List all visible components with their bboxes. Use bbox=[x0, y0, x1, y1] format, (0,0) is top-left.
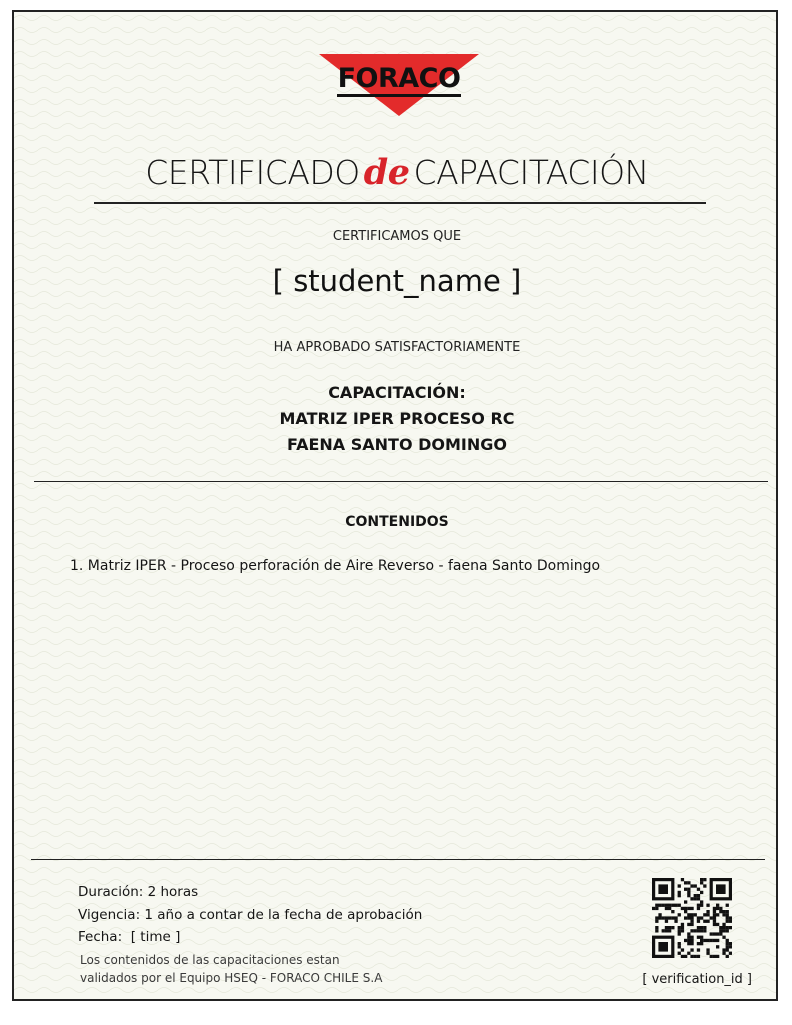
title-left: CERTIFICADO bbox=[145, 153, 360, 192]
course-label: CAPACITACIÓN: bbox=[328, 383, 466, 402]
course-details bbox=[78, 881, 422, 949]
divider bbox=[34, 481, 768, 482]
logo-text: FORACO bbox=[337, 63, 461, 94]
course-site: FAENA SANTO DOMINGO bbox=[286, 435, 507, 454]
student-name: [ student_name ] bbox=[272, 264, 522, 298]
foraco-logo bbox=[319, 54, 479, 116]
date-row bbox=[78, 926, 422, 949]
date-value: [ time ] bbox=[130, 929, 181, 945]
certificate-page bbox=[12, 10, 778, 1001]
date-label: Fecha: bbox=[78, 929, 123, 945]
validation-note bbox=[80, 951, 440, 987]
note-line-2: validados por el Equipo HSEQ - FORACO CHILE S.A bbox=[80, 971, 383, 985]
validity-text: Vigencia: 1 año a contar de la fecha de aprobación bbox=[78, 906, 423, 923]
course-block bbox=[14, 380, 778, 458]
approved-text: HA APROBADO SATISFACTORIAMENTE bbox=[273, 340, 521, 355]
course-name: MATRIZ IPER PROCESO RC bbox=[279, 409, 515, 428]
certify-lead: CERTIFICAMOS QUE bbox=[332, 229, 462, 244]
certificate-title bbox=[14, 152, 778, 193]
contents-item: 1. Matriz IPER - Proceso perforación de Aire Reverso - faena Santo Domingo bbox=[70, 558, 601, 574]
title-underline bbox=[94, 202, 706, 204]
contents-heading: CONTENIDOS bbox=[345, 514, 449, 530]
title-de: de bbox=[363, 152, 410, 193]
qr-code-icon bbox=[652, 878, 732, 958]
verification-id: [ verification_id ] bbox=[642, 972, 752, 987]
contents-list bbox=[70, 558, 750, 574]
note-line-1: Los contenidos de las capacitaciones estan bbox=[80, 953, 340, 967]
title-right: CAPACITACIÓN bbox=[413, 153, 649, 192]
duration-text: Duración: 2 horas bbox=[78, 884, 199, 900]
footer-divider bbox=[31, 859, 765, 860]
